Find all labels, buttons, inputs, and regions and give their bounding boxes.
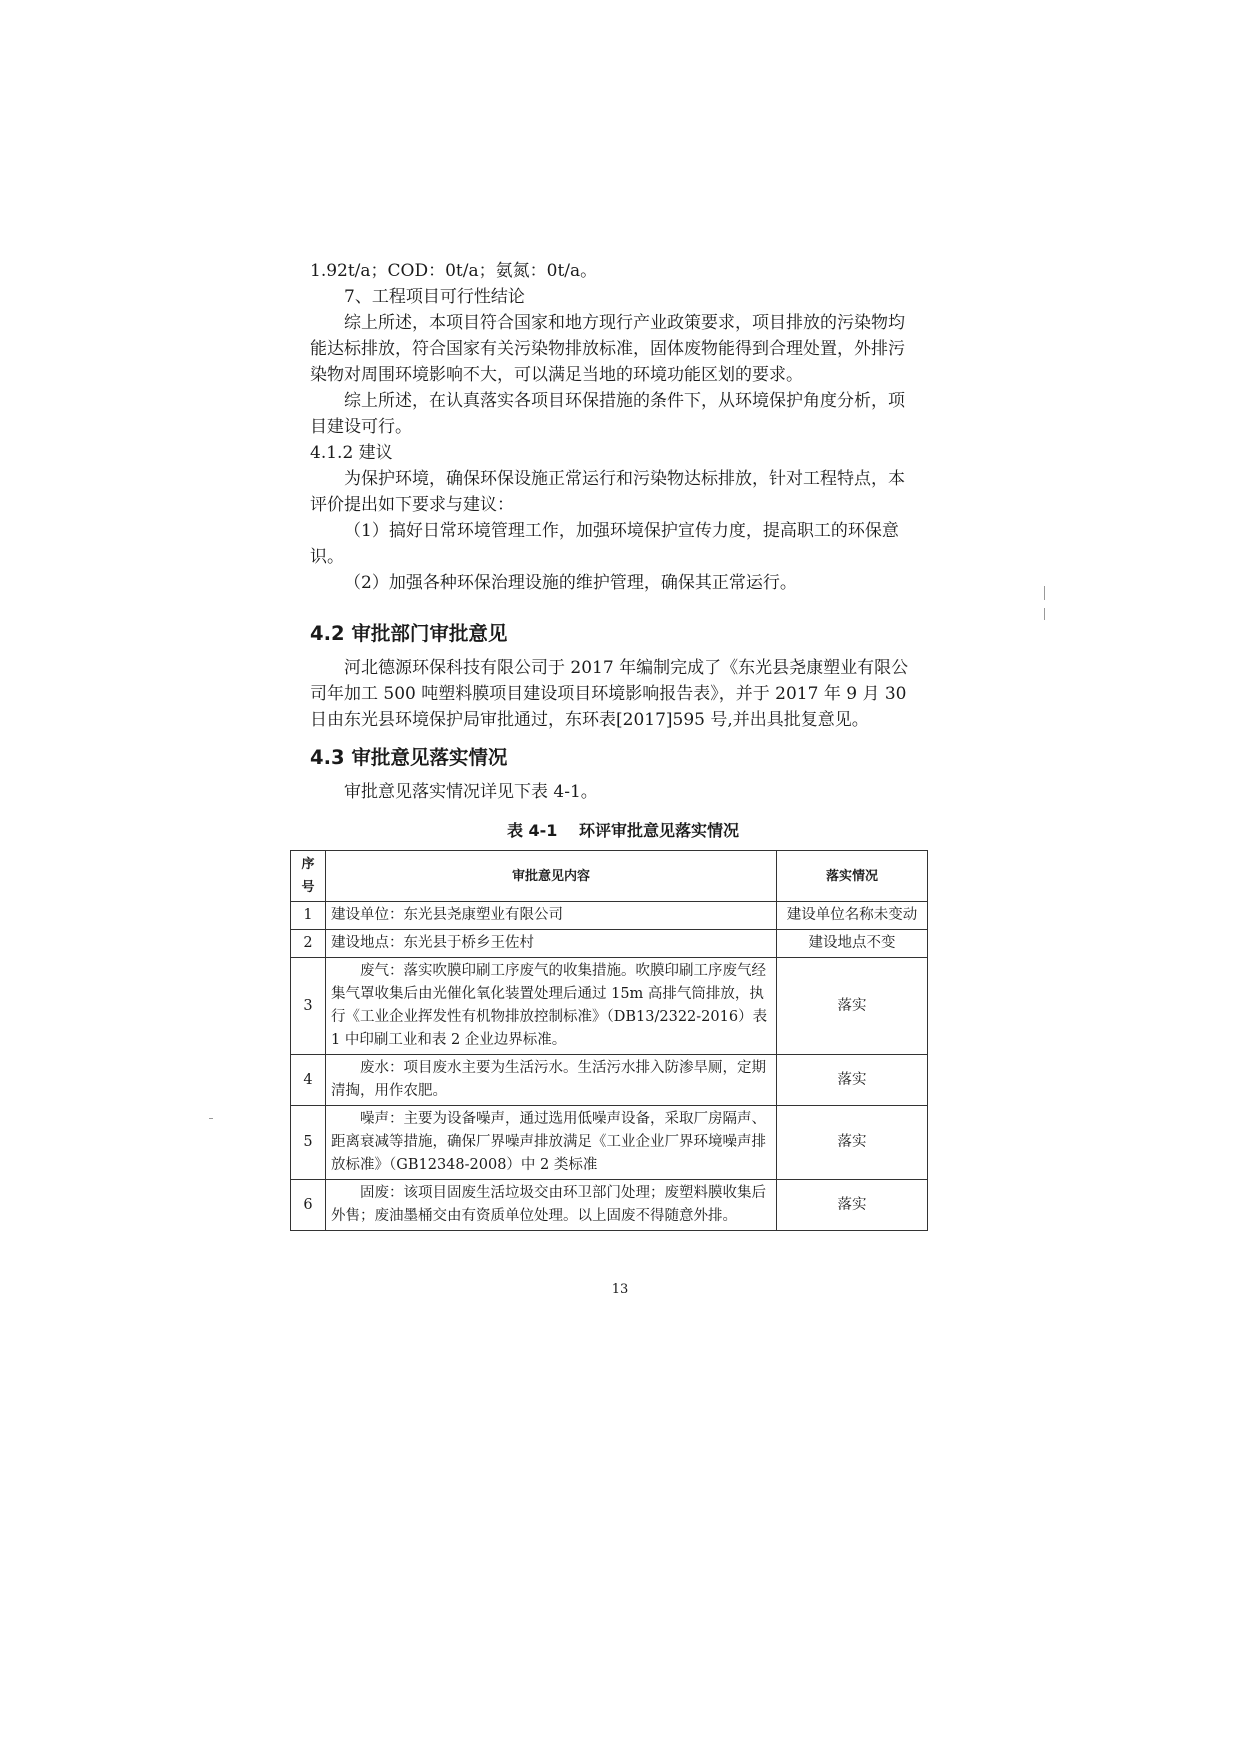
row-status: 落实 xyxy=(777,1055,928,1106)
row-number: 1 xyxy=(291,902,326,930)
row-status: 落实 xyxy=(777,1180,928,1231)
row-content: 废水：项目废水主要为生活污水。生活污水排入防渗旱厕，定期清掏，用作农肥。 xyxy=(326,1055,777,1106)
row-number: 4 xyxy=(291,1055,326,1106)
scan-mark xyxy=(209,1118,213,1119)
scan-mark xyxy=(1044,608,1045,620)
text-line: 为保护环境，确保环保设施正常运行和污染物达标排放，针对工程特点，本 xyxy=(344,469,905,489)
row-number: 5 xyxy=(291,1106,326,1180)
text-line: 目建设可行。 xyxy=(310,417,412,437)
table-header-row xyxy=(291,851,928,902)
text-line: （2）加强各种环保治理设施的维护管理，确保其正常运行。 xyxy=(344,573,797,593)
text-line: 识。 xyxy=(310,547,344,567)
table-row xyxy=(291,902,928,930)
text-line: 染物对周围环境影响不大，可以满足当地的环境功能区划的要求。 xyxy=(310,365,803,385)
row-content: 固废：该项目固废生活垃圾交由环卫部门处理；废塑料膜收集后外售；废油墨桶交由有资质单位处理。以上固废不得随意外排。 xyxy=(326,1180,777,1231)
row-number: 2 xyxy=(291,930,326,958)
subheading-suggestions: 4.1.2 建议 xyxy=(310,443,393,463)
header-status: 落实情况 xyxy=(777,851,928,902)
header-content: 审批意见内容 xyxy=(326,851,777,902)
row-status: 建设单位名称未变动 xyxy=(777,902,928,930)
row-content: 建设地点：东光县于桥乡王佐村 xyxy=(326,930,777,958)
table-row xyxy=(291,1055,928,1106)
row-number: 6 xyxy=(291,1180,326,1231)
text-line: 综上所述，本项目符合国家和地方现行产业政策要求，项目排放的污染物均 xyxy=(344,313,905,333)
page-number: 13 xyxy=(611,1282,629,1297)
section-heading-4-3: 4.3 审批意见落实情况 xyxy=(310,746,508,769)
text-line: 审批意见落实情况详见下表 4-1。 xyxy=(344,782,598,802)
table-row xyxy=(291,1180,928,1231)
table-caption xyxy=(0,818,1240,841)
text-line: 1.92t/a；COD：0t/a；氨氮：0t/a。 xyxy=(310,261,598,281)
row-status: 落实 xyxy=(777,1106,928,1180)
row-content: 废气：落实吹膜印刷工序废气的收集措施。吹膜印刷工序废气经集气罩收集后由光催化氧化装置处理后通过 15m 高排气筒排放，执行《工业企业挥发性有机物排放控制标准》（DB13/2322-2016）表 1 中印刷工业和表 2 企业边界标准。 xyxy=(326,958,777,1055)
table-row xyxy=(291,958,928,1055)
row-status: 建设地点不变 xyxy=(777,930,928,958)
table-row xyxy=(291,1106,928,1180)
text-line: 河北德源环保科技有限公司于 2017 年编制完成了《东光县尧康塑业有限公 xyxy=(344,658,909,678)
text-line: 司年加工 500 吨塑料膜项目建设项目环境影响报告表》，并于 2017 年 9 月 30 xyxy=(310,684,907,704)
header-no: 序号 xyxy=(291,851,326,902)
row-content: 建设单位：东光县尧康塑业有限公司 xyxy=(326,902,777,930)
section-heading-4-2: 4.2 审批部门审批意见 xyxy=(310,622,508,645)
row-number: 3 xyxy=(291,958,326,1055)
row-content: 噪声：主要为设备噪声，通过选用低噪声设备，采取厂房隔声、距离衰减等措施，确保厂界噪声排放满足《工业企业厂界环境噪声排放标准》（GB12348-2008）中 2 类标准 xyxy=(326,1106,777,1180)
approval-table xyxy=(290,850,928,1231)
table-caption-number: 表 4-1 xyxy=(506,821,558,840)
subheading-feasibility: 7、工程项目可行性结论 xyxy=(344,287,525,307)
text-line: 日由东光县环境保护局审批通过，东环表[2017]595 号,并出具批复意见。 xyxy=(310,710,869,730)
row-status: 落实 xyxy=(777,958,928,1055)
table-row xyxy=(291,930,928,958)
scan-mark xyxy=(1044,586,1045,600)
table-caption-title: 环评审批意见落实情况 xyxy=(579,821,740,840)
text-line: 能达标排放，符合国家有关污染物排放标准，固体废物能得到合理处置，外排污 xyxy=(310,339,905,359)
text-line: 评价提出如下要求与建议： xyxy=(310,495,514,515)
text-line: （1）搞好日常环境管理工作，加强环境保护宣传力度，提高职工的环保意 xyxy=(344,521,899,541)
text-line: 综上所述，在认真落实各项目环保措施的条件下，从环境保护角度分析，项 xyxy=(344,391,905,411)
